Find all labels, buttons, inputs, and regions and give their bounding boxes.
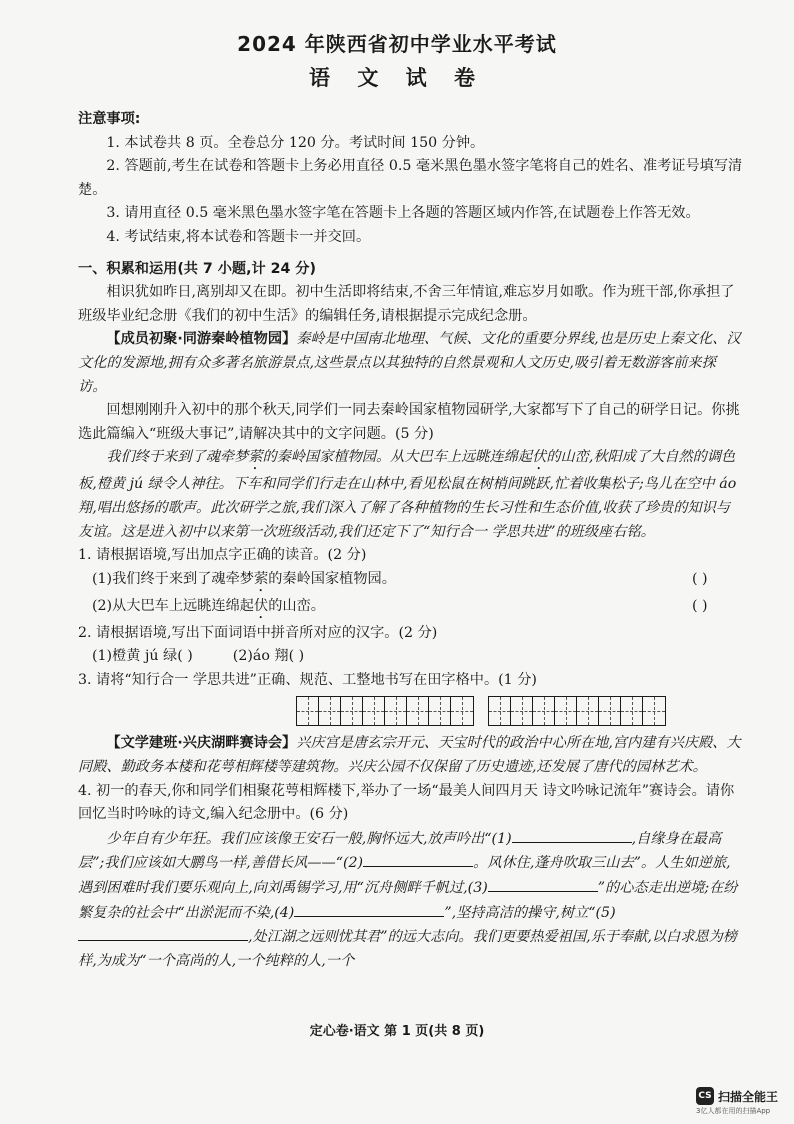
- q4-blank-2[interactable]: [363, 851, 473, 867]
- q4-blank-1[interactable]: [512, 827, 632, 843]
- notice-item-3: 3. 请用直径 0.5 毫米黑色墨水签字笔在答题卡上各题的答题区域内作答,在试题卷上作答无效。: [106, 205, 700, 222]
- q3-writing-grid: [78, 696, 744, 726]
- grid-cell[interactable]: [385, 697, 407, 725]
- q2-item-1[interactable]: (1)橙黄 jú 绿( ): [92, 648, 193, 665]
- q3-grid-group-2: [488, 696, 666, 726]
- grid-cell[interactable]: [297, 697, 319, 725]
- notice-item-1: 1. 本试卷共 8 页。全卷总分 120 分。考试时间 150 分钟。: [106, 134, 485, 151]
- diary-dotted-char-2: 伏: [532, 449, 547, 466]
- q1-stem: 1. 请根据语境,写出加点字正确的读音。(2 分): [78, 547, 367, 564]
- grid-cell[interactable]: [599, 697, 621, 725]
- q1-item-2-text: [92, 595, 325, 622]
- section-heading: 一、积累和运用(共 7 小题,计 24 分): [78, 260, 316, 277]
- q1-item-1-text: [92, 568, 396, 595]
- part1-label: 【成员初聚·同游秦岭植物园】: [106, 331, 297, 348]
- exam-subtitle: 语 文 试 卷: [309, 66, 485, 90]
- q4-text-4: ”的心态走出逆境;在纷繁复杂的社会中“出淤泥而不染,(4): [78, 880, 738, 921]
- q3-stem: 3. 请将“知行合一 学思共进”正确、规范、工整地书写在田字格中。(1 分): [78, 671, 537, 688]
- diary-text-1: 我们终于来到了魂牵梦: [106, 449, 249, 466]
- exam-title: 2024 年陕西省初中学业水平考试: [237, 32, 557, 56]
- part2-paragraph: [78, 732, 744, 779]
- q1-answer-2[interactable]: ( ): [692, 597, 708, 614]
- grid-cell[interactable]: [489, 697, 511, 725]
- page-footer: 定心卷·语文 第 1 页(共 8 页): [309, 1024, 485, 1039]
- grid-cell[interactable]: [407, 697, 429, 725]
- notice-item-4: 4. 考试结束,将本试卷和答题卡一并交回。: [106, 228, 371, 245]
- q1-item-1: [78, 568, 744, 595]
- q4-text-3: 。风休住,蓬舟吹取三山去”。人生如逆旅,遇到困难时我们要乐观向上,向刘禹锡学习,用“沉舟侧畔千帆过,(3): [78, 855, 731, 897]
- exam-content: [78, 108, 744, 973]
- q4-text-1: 少年自有少年狂。我们应该像王安石一般,胸怀远大,放声吟出“(1): [106, 830, 512, 847]
- watermark-tagline: 3亿人都在用的扫描App: [695, 1107, 771, 1115]
- grid-cell[interactable]: [577, 697, 599, 725]
- q1-answer-1[interactable]: ( ): [692, 570, 708, 587]
- grid-cell[interactable]: [319, 697, 341, 725]
- grid-cell[interactable]: [533, 697, 555, 725]
- q1-a-dotted-char: 萦: [253, 570, 269, 587]
- q1-item-2: [78, 595, 744, 622]
- grid-cell[interactable]: [451, 697, 473, 725]
- q4-text-6: ,处江湖之远则忧其君”的远大志向。我们更要热爱祖国,乐于奉献,以白求恩为榜样,为成为“一个高尚的人,一个纯粹的人,一个: [78, 929, 737, 969]
- diary-text-3: 的山峦,秋阳成了大自然的调色板,橙黄 jú 绿令人神往。下车和同学们行走在山林中,看见松鼠在树梢间跳跃,忙着收集松子;鸟儿在空中 áo 翔,唱出悠扬的歌声。此次研学之旅,我们深入了解了各种植物的生长习性和生态价值,收获了珍贵的知识与友谊。这是进入初中以来第一次班级活动,我们还定下了“知行合一 学思共进”的班级座右铭。: [78, 449, 737, 540]
- part1-instruction: 回想刚刚升入初中的那个秋天,同学们一同去秦岭国家植物园研学,大家都写下了自己的研学日记。你挑选此篇编入“班级大事记”,请解决其中的文字问题。(5 分): [78, 402, 740, 442]
- q4-text-5: ”,坚持高洁的操守,树立“(5): [444, 904, 616, 921]
- diary-dotted-char-1: 萦: [248, 449, 263, 466]
- grid-cell[interactable]: [429, 697, 451, 725]
- q3-grid-group-1: [296, 696, 474, 726]
- scanner-watermark: [696, 1087, 778, 1116]
- watermark-name: 扫描全能王: [717, 1089, 778, 1104]
- watermark-brand: [696, 1087, 778, 1105]
- q4-blank-4[interactable]: [294, 901, 444, 917]
- scanner-logo-icon: CS: [696, 1087, 714, 1105]
- part2-text: 兴庆宫是唐玄宗开元、天宝时代的政治中心所在地,宫内建有兴庆殿、大同殿、勤政务本楼和花萼相辉楼等建筑物。兴庆公园不仅保留了历史遗迹,还发展了唐代的园林艺术。: [78, 735, 741, 776]
- q4-passage: [78, 827, 744, 974]
- part1-text: 秦岭是中国南北地理、气候、文化的重要分界线,也是历史上秦文化、汉文化的发源地,拥有众多著名旅游景点,这些景点以其独特的自然景观和人文历史,吸引着无数游客前来探访。: [78, 331, 741, 395]
- q4-blank-3[interactable]: [488, 876, 598, 892]
- grid-cell[interactable]: [341, 697, 363, 725]
- q1-b-post: 的山峦。: [268, 597, 325, 614]
- q2-items: [78, 645, 744, 669]
- q2-stem: 2. 请根据语境,写出下面词语中拼音所对应的汉字。(2 分): [78, 624, 438, 641]
- part2-label: 【文学建班·兴庆湖畔赛诗会】: [106, 735, 297, 752]
- grid-cell[interactable]: [643, 697, 665, 725]
- diary-passage: [78, 446, 744, 544]
- notice-item-2: 2. 答题前,考生在试卷和答题卡上务必用直径 0.5 毫米黑色墨水签字笔将自己的姓名、准考证号填写清楚。: [78, 158, 743, 198]
- grid-cell[interactable]: [555, 697, 577, 725]
- part1-paragraph: [78, 328, 744, 399]
- q1-b-pre: (2)从大巴车上远眺连绵起: [92, 597, 254, 614]
- q1-b-dotted-char: 伏: [253, 597, 269, 614]
- q1-a-post: 的秦岭国家植物园。: [268, 570, 396, 587]
- notice-heading: 注意事项:: [78, 111, 141, 127]
- q4-text-2: ,自缘身在最高层”;我们应该如大鹏鸟一样,善借长风——“(2): [78, 830, 722, 872]
- q2-item-2[interactable]: (2)áo 翔( ): [232, 648, 305, 665]
- grid-cell[interactable]: [363, 697, 385, 725]
- grid-cell[interactable]: [511, 697, 533, 725]
- grid-cell[interactable]: [621, 697, 643, 725]
- q4-blank-5[interactable]: [78, 925, 248, 941]
- q4-stem: 4. 初一的春天,你和同学们相聚花萼相辉楼下,举办了一场“最美人间四月天 诗文吟咏记流年”赛诗会。请你回忆当时吟咏的诗文,编入纪念册中。(6 分): [78, 782, 735, 823]
- q1-a-pre: (1)我们终于来到了魂牵梦: [92, 570, 254, 587]
- diary-text-2: 的秦岭国家植物园。从大巴车上远眺连绵起: [262, 449, 533, 466]
- section-intro: 相识犹如昨日,离别却又在即。初中生活即将结束,不舍三年情谊,难忘岁月如歌。作为班干部,你承担了班级毕业纪念册《我们的初中生活》的编辑任务,请根据提示完成纪念册。: [78, 284, 735, 324]
